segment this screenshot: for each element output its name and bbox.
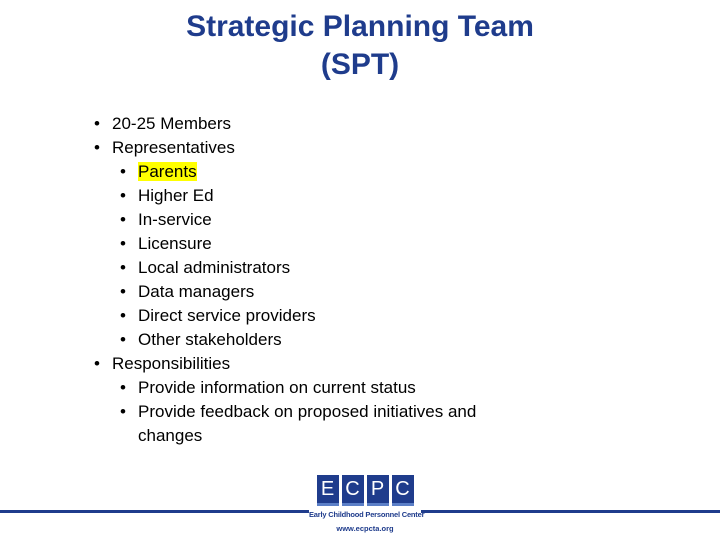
- logo-letter: P: [367, 475, 389, 506]
- title-line-1: Strategic Planning Team: [186, 10, 534, 43]
- sub-bullet-provide-feedback: • Provide feedback on proposed initiatives and changes: [120, 400, 538, 448]
- sub-bullet-licensure: • Licensure: [120, 232, 654, 256]
- logo-letter: E: [317, 475, 339, 506]
- sub-bullet-parents: [120, 160, 654, 184]
- logo-letter: C: [342, 475, 364, 506]
- sub-bullet-local-administrators: • Local administrators: [120, 256, 654, 280]
- bullet-list: [94, 112, 654, 448]
- logo-org-name: Early Childhood Personnel Center: [309, 510, 425, 519]
- logo-letter-boxes: [309, 471, 421, 506]
- logo-url: www.ecpcta.org: [336, 524, 394, 533]
- sub-bullet-other-stakeholders: • Other stakeholders: [120, 328, 654, 352]
- highlighted-text: Parents: [138, 162, 197, 181]
- slide-title: [0, 8, 720, 84]
- bullet-responsibilities: • Responsibilities: [94, 352, 654, 376]
- sub-bullet-provide-information: • Provide information on current status: [120, 376, 654, 400]
- sub-bullet-in-service: • In-service: [120, 208, 654, 232]
- title-line-2: (SPT): [320, 48, 400, 81]
- sub-bullet-data-managers: • Data managers: [120, 280, 654, 304]
- sub-bullet-direct-service-providers: • Direct service providers: [120, 304, 654, 328]
- sub-bullet-higher-ed: • Higher Ed: [120, 184, 654, 208]
- logo-letter: C: [392, 475, 414, 506]
- bullet-members: • 20-25 Members: [94, 112, 654, 136]
- bullet-representatives: • Representatives: [94, 136, 654, 160]
- ecpc-logo: [309, 471, 425, 540]
